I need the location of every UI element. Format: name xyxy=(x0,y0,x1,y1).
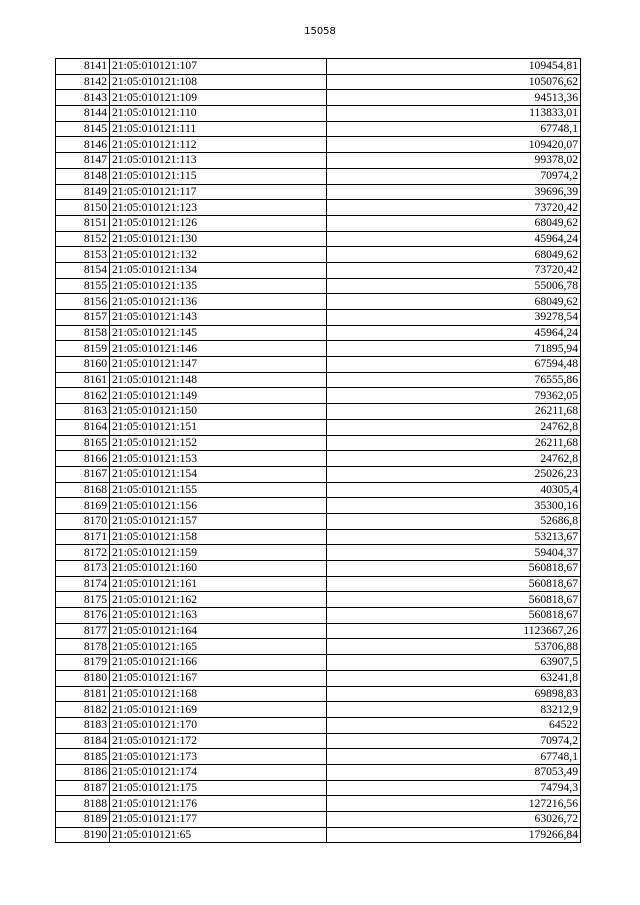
table-row xyxy=(56,529,581,545)
cadastral-number: 21:05:010121:157 xyxy=(110,513,327,529)
cadastral-number: 21:05:010121:115 xyxy=(110,168,327,184)
cadastral-value: 39278,54 xyxy=(327,310,581,326)
row-number: 8183 xyxy=(56,717,110,733)
cadastral-value: 26211,68 xyxy=(327,435,581,451)
table-row xyxy=(56,59,581,75)
row-number: 8152 xyxy=(56,231,110,247)
cadastral-value: 83212,9 xyxy=(327,702,581,718)
cadastral-value: 52686,8 xyxy=(327,513,581,529)
cadastral-number: 21:05:010121:175 xyxy=(110,780,327,796)
table-row xyxy=(56,812,581,828)
cadastral-value: 63907,5 xyxy=(327,655,581,671)
cadastral-number: 21:05:010121:154 xyxy=(110,466,327,482)
cadastral-value: 73720,42 xyxy=(327,262,581,278)
cadastral-number: 21:05:010121:163 xyxy=(110,608,327,624)
table-row xyxy=(56,153,581,169)
cadastral-value-table xyxy=(55,58,581,843)
table-row xyxy=(56,247,581,263)
cadastral-value: 179266,84 xyxy=(327,827,581,843)
row-number: 8153 xyxy=(56,247,110,263)
row-number: 8176 xyxy=(56,608,110,624)
row-number: 8159 xyxy=(56,341,110,357)
row-number: 8164 xyxy=(56,419,110,435)
row-number: 8169 xyxy=(56,498,110,514)
table-row xyxy=(56,592,581,608)
cadastral-number: 21:05:010121:174 xyxy=(110,764,327,780)
cadastral-value: 68049,62 xyxy=(327,294,581,310)
table-row xyxy=(56,482,581,498)
table-row xyxy=(56,670,581,686)
table-row xyxy=(56,702,581,718)
table-row xyxy=(56,717,581,733)
table-row xyxy=(56,796,581,812)
table-row xyxy=(56,231,581,247)
row-number: 8155 xyxy=(56,278,110,294)
cadastral-value: 79362,05 xyxy=(327,388,581,404)
cadastral-value: 64522 xyxy=(327,717,581,733)
cadastral-value: 71895,94 xyxy=(327,341,581,357)
table-row xyxy=(56,184,581,200)
cadastral-number: 21:05:010121:172 xyxy=(110,733,327,749)
row-number: 8141 xyxy=(56,59,110,75)
table-row xyxy=(56,608,581,624)
table-row xyxy=(56,451,581,467)
row-number: 8184 xyxy=(56,733,110,749)
row-number: 8167 xyxy=(56,466,110,482)
row-number: 8185 xyxy=(56,749,110,765)
row-number: 8150 xyxy=(56,200,110,216)
table-row xyxy=(56,827,581,843)
row-number: 8171 xyxy=(56,529,110,545)
row-number: 8178 xyxy=(56,639,110,655)
cadastral-value: 45964,24 xyxy=(327,325,581,341)
cadastral-value: 67594,48 xyxy=(327,357,581,373)
cadastral-value: 69898,83 xyxy=(327,686,581,702)
row-number: 8162 xyxy=(56,388,110,404)
table-row xyxy=(56,341,581,357)
row-number: 8166 xyxy=(56,451,110,467)
row-number: 8154 xyxy=(56,262,110,278)
row-number: 8151 xyxy=(56,215,110,231)
cadastral-value: 113833,01 xyxy=(327,106,581,122)
cadastral-value: 74794,3 xyxy=(327,780,581,796)
table-row xyxy=(56,623,581,639)
table-row xyxy=(56,498,581,514)
cadastral-number: 21:05:010121:166 xyxy=(110,655,327,671)
row-number: 8188 xyxy=(56,796,110,812)
cadastral-value: 63026,72 xyxy=(327,812,581,828)
cadastral-number: 21:05:010121:136 xyxy=(110,294,327,310)
cadastral-number: 21:05:010121:112 xyxy=(110,137,327,153)
cadastral-value: 25026,23 xyxy=(327,466,581,482)
row-number: 8144 xyxy=(56,106,110,122)
table-row xyxy=(56,325,581,341)
cadastral-number: 21:05:010121:176 xyxy=(110,796,327,812)
cadastral-number: 21:05:010121:158 xyxy=(110,529,327,545)
cadastral-number: 21:05:010121:159 xyxy=(110,545,327,561)
table-row xyxy=(56,278,581,294)
cadastral-value: 109420,07 xyxy=(327,137,581,153)
row-number: 8181 xyxy=(56,686,110,702)
cadastral-value: 94513,36 xyxy=(327,90,581,106)
row-number: 8175 xyxy=(56,592,110,608)
cadastral-value: 68049,62 xyxy=(327,215,581,231)
cadastral-value: 1123667,26 xyxy=(327,623,581,639)
cadastral-number: 21:05:010121:111 xyxy=(110,121,327,137)
row-number: 8160 xyxy=(56,357,110,373)
table-row xyxy=(56,200,581,216)
cadastral-value: 26211,68 xyxy=(327,404,581,420)
cadastral-value: 76555,86 xyxy=(327,372,581,388)
cadastral-number: 21:05:010121:152 xyxy=(110,435,327,451)
row-number: 8165 xyxy=(56,435,110,451)
cadastral-value: 68049,62 xyxy=(327,247,581,263)
cadastral-value: 45964,24 xyxy=(327,231,581,247)
cadastral-number: 21:05:010121:145 xyxy=(110,325,327,341)
cadastral-number: 21:05:010121:153 xyxy=(110,451,327,467)
cadastral-number: 21:05:010121:126 xyxy=(110,215,327,231)
cadastral-number: 21:05:010121:146 xyxy=(110,341,327,357)
table-row xyxy=(56,435,581,451)
cadastral-number: 21:05:010121:113 xyxy=(110,153,327,169)
cadastral-number: 21:05:010121:155 xyxy=(110,482,327,498)
row-number: 8174 xyxy=(56,576,110,592)
table-row xyxy=(56,372,581,388)
cadastral-number: 21:05:010121:162 xyxy=(110,592,327,608)
cadastral-number: 21:05:010121:148 xyxy=(110,372,327,388)
cadastral-value: 560818,67 xyxy=(327,561,581,577)
row-number: 8161 xyxy=(56,372,110,388)
cadastral-value: 63241,8 xyxy=(327,670,581,686)
cadastral-number: 21:05:010121:156 xyxy=(110,498,327,514)
cadastral-number: 21:05:010121:177 xyxy=(110,812,327,828)
row-number: 8148 xyxy=(56,168,110,184)
cadastral-value: 70974,2 xyxy=(327,168,581,184)
table-row xyxy=(56,357,581,373)
row-number: 8172 xyxy=(56,545,110,561)
cadastral-number: 21:05:010121:160 xyxy=(110,561,327,577)
table-row xyxy=(56,576,581,592)
cadastral-number: 21:05:010121:167 xyxy=(110,670,327,686)
cadastral-value: 99378,02 xyxy=(327,153,581,169)
row-number: 8142 xyxy=(56,74,110,90)
cadastral-value: 67748,1 xyxy=(327,121,581,137)
cadastral-value: 24762,8 xyxy=(327,419,581,435)
cadastral-number: 21:05:010121:165 xyxy=(110,639,327,655)
cadastral-number: 21:05:010121:130 xyxy=(110,231,327,247)
row-number: 8158 xyxy=(56,325,110,341)
table-row xyxy=(56,310,581,326)
row-number: 8147 xyxy=(56,153,110,169)
cadastral-number: 21:05:010121:135 xyxy=(110,278,327,294)
row-number: 8177 xyxy=(56,623,110,639)
cadastral-value: 560818,67 xyxy=(327,608,581,624)
cadastral-number: 21:05:010121:151 xyxy=(110,419,327,435)
table-row xyxy=(56,466,581,482)
table-row xyxy=(56,639,581,655)
cadastral-number: 21:05:010121:123 xyxy=(110,200,327,216)
cadastral-number: 21:05:010121:143 xyxy=(110,310,327,326)
cadastral-number: 21:05:010121:110 xyxy=(110,106,327,122)
table-row xyxy=(56,262,581,278)
row-number: 8189 xyxy=(56,812,110,828)
row-number: 8190 xyxy=(56,827,110,843)
table-row xyxy=(56,686,581,702)
row-number: 8170 xyxy=(56,513,110,529)
row-number: 8179 xyxy=(56,655,110,671)
cadastral-number: 21:05:010121:168 xyxy=(110,686,327,702)
table-row xyxy=(56,404,581,420)
row-number: 8187 xyxy=(56,780,110,796)
row-number: 8186 xyxy=(56,764,110,780)
cadastral-number: 21:05:010121:117 xyxy=(110,184,327,200)
row-number: 8168 xyxy=(56,482,110,498)
cadastral-value: 105076,62 xyxy=(327,74,581,90)
cadastral-value: 53706,88 xyxy=(327,639,581,655)
table-row xyxy=(56,419,581,435)
row-number: 8163 xyxy=(56,404,110,420)
cadastral-value: 70974,2 xyxy=(327,733,581,749)
cadastral-number: 21:05:010121:134 xyxy=(110,262,327,278)
cadastral-number: 21:05:010121:161 xyxy=(110,576,327,592)
table-row xyxy=(56,561,581,577)
table-row xyxy=(56,655,581,671)
table-row xyxy=(56,215,581,231)
cadastral-value: 53213,67 xyxy=(327,529,581,545)
cadastral-number: 21:05:010121:170 xyxy=(110,717,327,733)
cadastral-value: 40305,4 xyxy=(327,482,581,498)
cadastral-number: 21:05:010121:150 xyxy=(110,404,327,420)
cadastral-number: 21:05:010121:173 xyxy=(110,749,327,765)
row-number: 8149 xyxy=(56,184,110,200)
row-number: 8173 xyxy=(56,561,110,577)
table-row xyxy=(56,90,581,106)
table-row xyxy=(56,545,581,561)
row-number: 8145 xyxy=(56,121,110,137)
cadastral-value: 67748,1 xyxy=(327,749,581,765)
row-number: 8180 xyxy=(56,670,110,686)
table-row xyxy=(56,294,581,310)
table-row xyxy=(56,513,581,529)
cadastral-number: 21:05:010121:108 xyxy=(110,74,327,90)
cadastral-value: 109454,81 xyxy=(327,59,581,75)
table-row xyxy=(56,780,581,796)
table-row xyxy=(56,749,581,765)
cadastral-value: 73720,42 xyxy=(327,200,581,216)
cadastral-number: 21:05:010121:147 xyxy=(110,357,327,373)
row-number: 8182 xyxy=(56,702,110,718)
table-row xyxy=(56,733,581,749)
cadastral-number: 21:05:010121:149 xyxy=(110,388,327,404)
cadastral-number: 21:05:010121:169 xyxy=(110,702,327,718)
table-body xyxy=(56,59,581,843)
cadastral-number: 21:05:010121:164 xyxy=(110,623,327,639)
row-number: 8143 xyxy=(56,90,110,106)
cadastral-value: 59404,37 xyxy=(327,545,581,561)
cadastral-value: 87053,49 xyxy=(327,764,581,780)
cadastral-number: 21:05:010121:65 xyxy=(110,827,327,843)
cadastral-value: 560818,67 xyxy=(327,592,581,608)
cadastral-value: 35300,16 xyxy=(327,498,581,514)
cadastral-number: 21:05:010121:109 xyxy=(110,90,327,106)
table-row xyxy=(56,74,581,90)
table-row xyxy=(56,106,581,122)
page-number: 15058 xyxy=(304,26,336,37)
cadastral-number: 21:05:010121:132 xyxy=(110,247,327,263)
cadastral-value: 55006,78 xyxy=(327,278,581,294)
row-number: 8146 xyxy=(56,137,110,153)
row-number: 8157 xyxy=(56,310,110,326)
table-row xyxy=(56,121,581,137)
table-row xyxy=(56,168,581,184)
cadastral-value: 39696,39 xyxy=(327,184,581,200)
table-row xyxy=(56,388,581,404)
cadastral-value: 127216,56 xyxy=(327,796,581,812)
table-row xyxy=(56,137,581,153)
row-number: 8156 xyxy=(56,294,110,310)
table-row xyxy=(56,764,581,780)
cadastral-value: 560818,67 xyxy=(327,576,581,592)
cadastral-value: 24762,8 xyxy=(327,451,581,467)
cadastral-number: 21:05:010121:107 xyxy=(110,59,327,75)
